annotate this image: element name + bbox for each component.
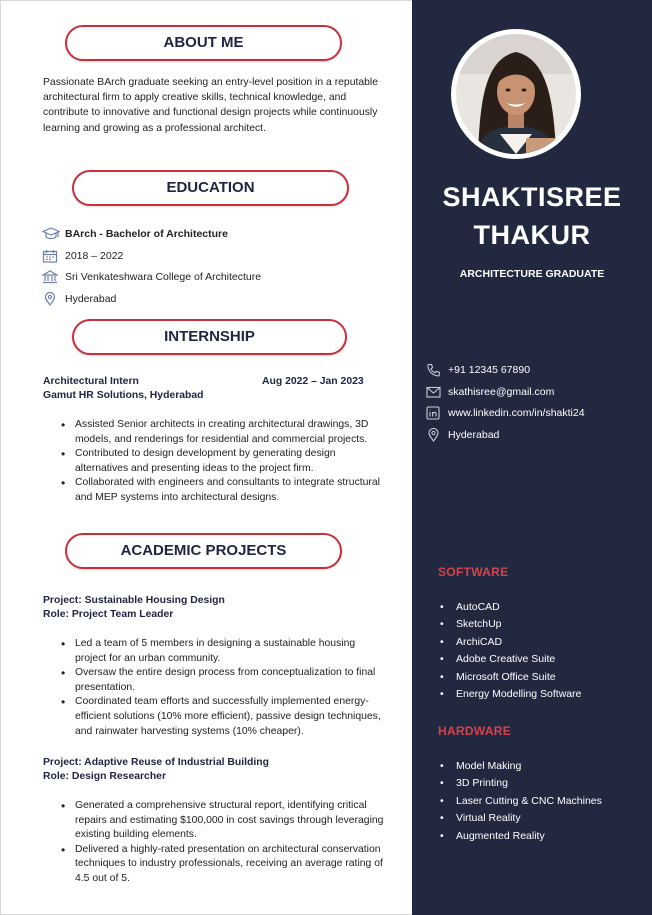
- internship-bullets: [43, 418, 388, 506]
- projects-heading: ACADEMIC PROJECTS: [65, 533, 342, 569]
- list-item: • AutoCAD: [438, 599, 581, 616]
- location-pin-icon: [426, 428, 441, 442]
- list-item: • Oversaw the entire design process from conceptualization to final presentation.: [43, 666, 388, 695]
- list-item: • 3D Printing: [438, 775, 602, 792]
- list-item: • Model Making: [438, 758, 602, 775]
- education-degree: BArch - Bachelor of Architecture: [65, 228, 228, 240]
- list-item: • Coordinated team efforts and successfully implemented energy-efficient solutions (10% more efficient), passive design techniques, and rainwater harvesting systems (10% cheaper).: [43, 695, 388, 739]
- phone-icon: [426, 363, 441, 377]
- project-2-role: Role: Design Researcher: [43, 771, 167, 782]
- project-1-role: Role: Project Team Leader: [43, 609, 174, 620]
- list-item: • Generated a comprehensive structural report, identifying critical repairs and estimating $100,000 in cost savings through leveraging existing building elements.: [43, 799, 388, 843]
- list-item: • Adobe Creative Suite: [438, 651, 581, 668]
- contact-email[interactable]: skathisree@gmail.com: [448, 386, 555, 398]
- linkedin-icon: [426, 406, 441, 420]
- list-item: • Led a team of 5 members in designing a sustainable housing project for an urban community.: [43, 637, 388, 666]
- list-item: • Collaborated with engineers and consultants to integrate structural and MEP systems into architectural designs.: [43, 476, 388, 505]
- graduation-cap-icon: [42, 227, 60, 241]
- internship-company: Gamut HR Solutions, Hyderabad: [43, 390, 204, 401]
- list-item: • Microsoft Office Suite: [438, 669, 581, 686]
- about-text: Passionate BArch graduate seeking an entry-level position in a reputable architectural firm to apply creative skills, technical knowledge, and contribute to innovative and functional design projects while continuously learning and growing as a professional architect.: [43, 77, 379, 134]
- education-location: Hyderabad: [65, 293, 117, 305]
- list-item: • Augmented Reality: [438, 828, 602, 845]
- avatar: [456, 34, 576, 154]
- contact-linkedin[interactable]: www.linkedin.com/in/shakti24: [448, 407, 585, 419]
- list-item: • Laser Cutting & CNC Machines: [438, 793, 602, 810]
- project-2-bullets: [43, 799, 388, 887]
- software-list: [438, 599, 581, 703]
- email-icon: [426, 385, 441, 399]
- list-item: • Delivered a highly-rated presentation on architectural conservation techniques to industry professionals, receiving an average rating of 4.5 out of 5.: [43, 843, 388, 887]
- contact-phone: +91 12345 67890: [448, 364, 531, 376]
- hardware-list: [438, 758, 602, 845]
- list-item: • Assisted Senior architects in creating architectural drawings, 3D models, and renderings for residential and commercial projects.: [43, 418, 388, 447]
- building-icon: [42, 270, 58, 284]
- profile-last-name: THAKUR: [473, 220, 591, 250]
- internship-title: Architectural Intern: [43, 376, 139, 387]
- education-heading: EDUCATION: [72, 170, 349, 206]
- location-pin-icon: [42, 292, 58, 306]
- project-1-title: Project: Sustainable Housing Design: [43, 595, 225, 606]
- list-item: • Contributed to design development by generating design alternatives and presenting ideas to the project firm.: [43, 447, 388, 476]
- internship-heading: INTERNSHIP: [72, 319, 347, 355]
- calendar-icon: [42, 249, 58, 263]
- list-item: • SketchUp: [438, 616, 581, 633]
- contact-location: Hyderabad: [448, 429, 500, 441]
- hardware-heading: HARDWARE: [438, 724, 512, 738]
- education-college: Sri Venkateshwara College of Architecture: [65, 271, 262, 283]
- list-item: • ArchiCAD: [438, 634, 581, 651]
- education-years: 2018 – 2022: [65, 250, 124, 262]
- list-item: • Energy Modelling Software: [438, 686, 581, 703]
- about-heading: ABOUT ME: [65, 25, 342, 61]
- list-item: • Virtual Reality: [438, 810, 602, 827]
- project-2-title: Project: Adaptive Reuse of Industrial Building: [43, 757, 269, 768]
- software-heading: SOFTWARE: [438, 565, 509, 579]
- profile-first-name: SHAKTISREE: [442, 182, 622, 212]
- internship-dates: Aug 2022 – Jan 2023: [262, 376, 364, 387]
- project-1-bullets: [43, 637, 388, 739]
- profile-title: ARCHITECTURE GRADUATE: [459, 268, 605, 280]
- profile-photo: [451, 29, 581, 159]
